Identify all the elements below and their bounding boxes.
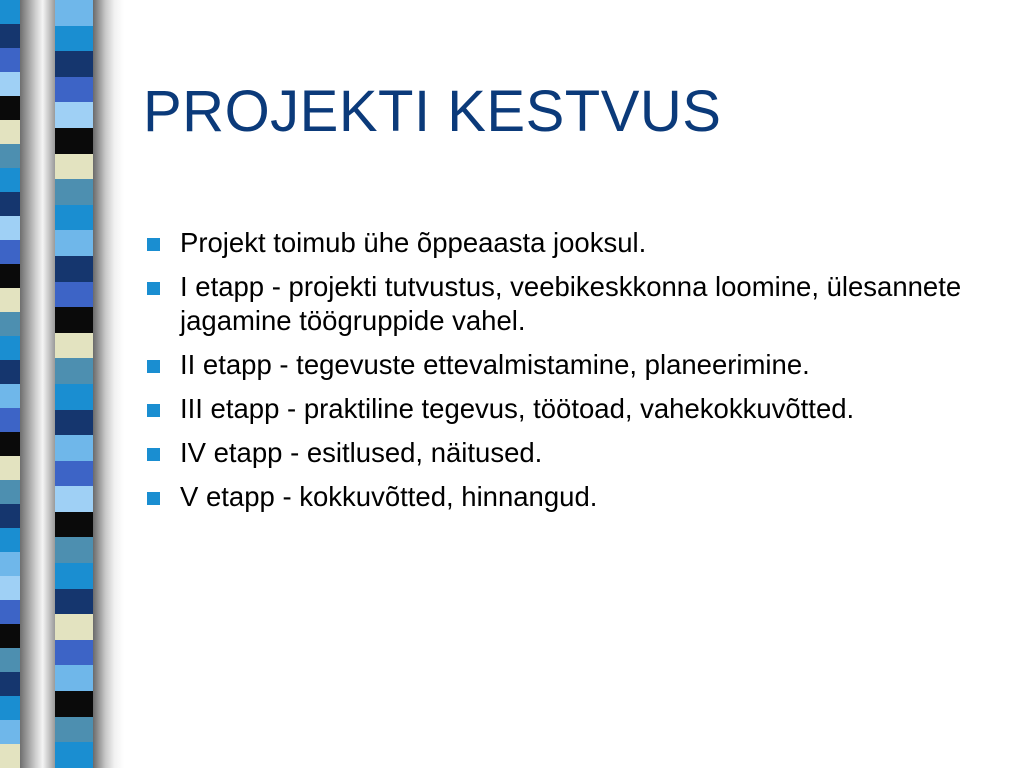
stripe-cell	[0, 168, 20, 192]
stripe-cell	[55, 77, 93, 103]
stripe-cell	[55, 333, 93, 359]
bullet-item	[143, 348, 1003, 382]
gray-gradient-bar-right	[93, 0, 124, 768]
stripe-cell	[0, 336, 20, 360]
square-bullet-icon	[147, 238, 160, 251]
stripe-cell	[55, 589, 93, 615]
stripe-cell	[0, 240, 20, 264]
bullet-item	[143, 436, 1003, 470]
stripe-cell	[55, 691, 93, 717]
stripe-cell	[55, 256, 93, 282]
stripe-cell	[0, 504, 20, 528]
stripe-cell	[0, 552, 20, 576]
stripe-cell	[55, 410, 93, 436]
square-bullet-icon	[147, 448, 160, 461]
stripe-cell	[55, 128, 93, 154]
stripe-cell	[55, 537, 93, 563]
bullet-text: II etapp - tegevuste ettevalmistamine, planeerimine.	[180, 349, 810, 380]
square-bullet-icon	[147, 404, 160, 417]
stripe-column-left	[0, 0, 20, 768]
stripe-cell	[55, 461, 93, 487]
stripe-cell	[0, 720, 20, 744]
decorative-stripe-band	[0, 0, 124, 768]
stripe-cell	[55, 742, 93, 768]
stripe-cell	[0, 120, 20, 144]
stripe-cell	[55, 512, 93, 538]
bullet-item	[143, 480, 1003, 514]
stripe-cell	[0, 624, 20, 648]
stripe-cell	[0, 96, 20, 120]
square-bullet-icon	[147, 360, 160, 373]
stripe-cell	[55, 230, 93, 256]
bullet-text: III etapp - praktiline tegevus, töötoad, vahekokkuvõtted.	[180, 393, 855, 424]
stripe-cell	[0, 24, 20, 48]
stripe-cell	[55, 51, 93, 77]
stripe-cell	[55, 563, 93, 589]
stripe-cell	[0, 696, 20, 720]
stripe-cell	[0, 744, 20, 768]
bullet-text: Projekt toimub ühe õppeaasta jooksul.	[180, 227, 647, 258]
stripe-cell	[0, 456, 20, 480]
stripe-cell	[0, 144, 20, 168]
stripe-column-right	[55, 0, 93, 768]
stripe-cell	[0, 48, 20, 72]
stripe-cell	[0, 312, 20, 336]
stripe-cell	[0, 72, 20, 96]
bullet-item	[143, 392, 1003, 426]
stripe-cell	[55, 282, 93, 308]
stripe-cell	[55, 205, 93, 231]
square-bullet-icon	[147, 282, 160, 295]
bullet-item	[143, 270, 1003, 338]
stripe-cell	[0, 528, 20, 552]
stripe-cell	[55, 665, 93, 691]
stripe-cell	[55, 486, 93, 512]
stripe-cell	[0, 216, 20, 240]
bullet-item	[143, 226, 1003, 260]
bullet-text: V etapp - kokkuvõtted, hinnangud.	[180, 481, 598, 512]
stripe-cell	[0, 0, 20, 24]
stripe-cell	[0, 576, 20, 600]
stripe-cell	[55, 26, 93, 52]
stripe-cell	[0, 672, 20, 696]
bullet-text: I etapp - projekti tutvustus, veebikeskkonna loomine, ülesannete jagamine töögruppide vahel.	[180, 271, 962, 336]
stripe-cell	[55, 614, 93, 640]
stripe-cell	[55, 102, 93, 128]
stripe-cell	[0, 432, 20, 456]
stripe-cell	[0, 384, 20, 408]
stripe-cell	[55, 179, 93, 205]
stripe-cell	[55, 307, 93, 333]
stripe-cell	[0, 360, 20, 384]
gray-gradient-bar-left	[20, 0, 55, 768]
stripe-cell	[55, 435, 93, 461]
stripe-cell	[55, 717, 93, 743]
slide-title: PROJEKTI KESTVUS	[143, 79, 722, 144]
square-bullet-icon	[147, 492, 160, 505]
stripe-cell	[0, 288, 20, 312]
bullet-list	[143, 226, 1003, 524]
stripe-cell	[0, 192, 20, 216]
stripe-cell	[0, 600, 20, 624]
stripe-cell	[0, 408, 20, 432]
stripe-cell	[55, 640, 93, 666]
bullet-text: IV etapp - esitlused, näitused.	[180, 437, 543, 468]
stripe-cell	[55, 384, 93, 410]
stripe-cell	[55, 358, 93, 384]
stripe-cell	[0, 648, 20, 672]
stripe-cell	[55, 154, 93, 180]
stripe-cell	[55, 0, 93, 26]
stripe-cell	[0, 480, 20, 504]
stripe-cell	[0, 264, 20, 288]
